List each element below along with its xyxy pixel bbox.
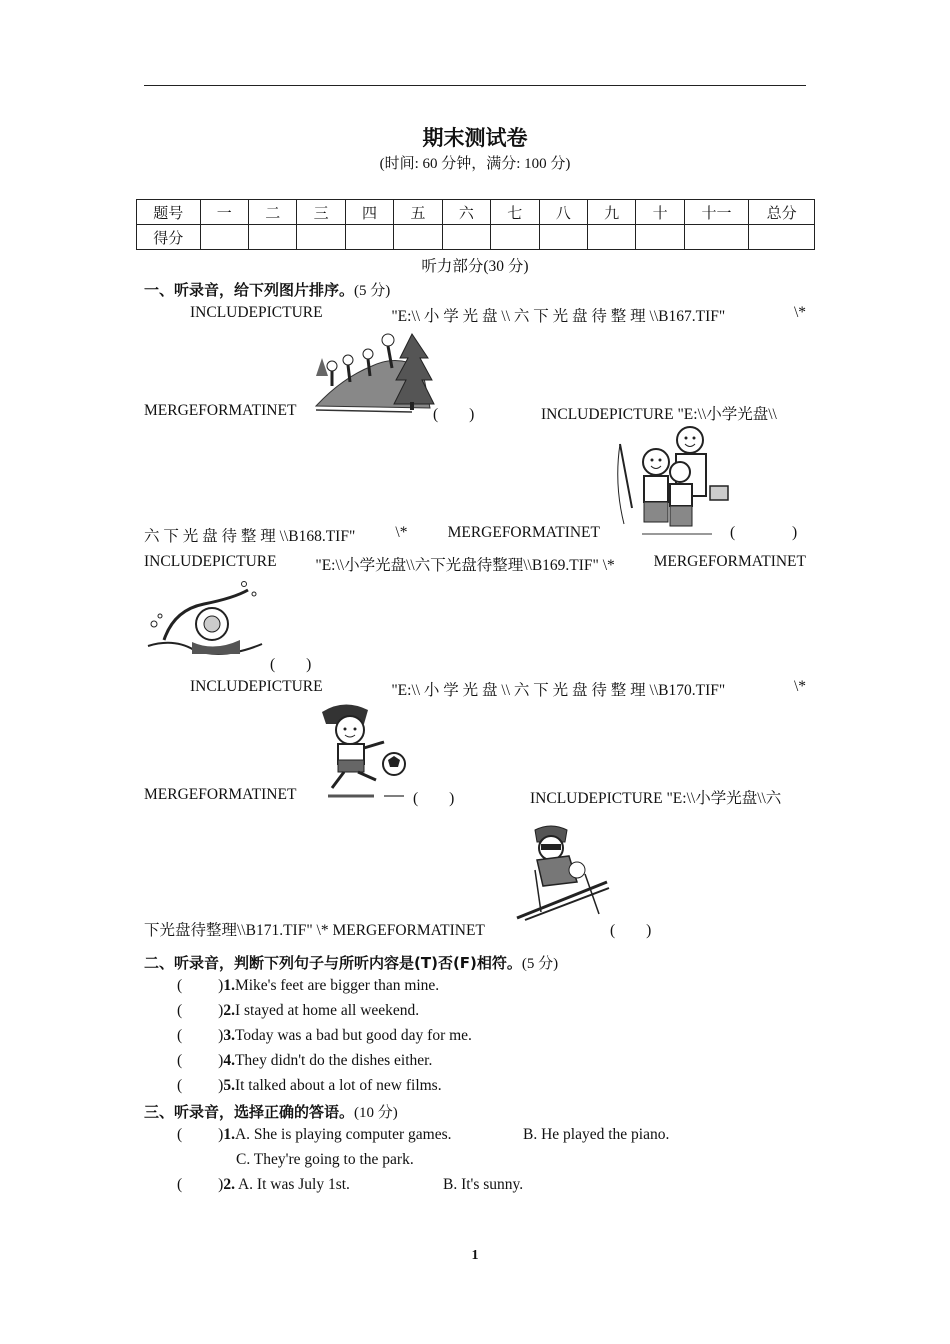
header-cell: 三 (297, 200, 345, 225)
answer-paren[interactable]: ( (177, 1027, 183, 1044)
listening-heading: 听力部分(30 分) (421, 258, 529, 275)
answer-paren[interactable]: ( (177, 1002, 183, 1019)
section3-points: (10 分) (354, 1105, 398, 1121)
option-b: B. It's sunny. (443, 1176, 524, 1193)
score-table-header-row (137, 200, 815, 225)
b167-merge-text: MERGEFORMATINET (144, 402, 297, 419)
tf-item: ( )3.Today was a bad but good day for me. (177, 1027, 472, 1044)
answer-paren[interactable]: ( (177, 1176, 183, 1193)
header-cell: 十 (636, 200, 684, 225)
answer-blank-close: ) (792, 524, 798, 541)
header-cell: 六 (442, 200, 490, 225)
mc-question-2: ( )2. A. It was July 1st. (177, 1176, 350, 1193)
option-a: A. She is playing computer games. (234, 1126, 452, 1143)
option-b: B. He played the piano. (523, 1126, 670, 1143)
header-cell: 一 (200, 200, 248, 225)
field-code: INCLUDEPICTURE (190, 304, 323, 321)
score-table-score-row (137, 225, 815, 250)
field-switch: \* (793, 304, 806, 321)
score-cell[interactable] (539, 225, 587, 250)
section1-title: 一、听录音，给下列图片排序。 (144, 281, 355, 299)
score-cell[interactable] (636, 225, 684, 250)
answer-blank[interactable]: ( ) (610, 922, 652, 939)
field-path: "E:\\ 小 学 光 盘 \\ 六 下 光 盘 待 整 理 \\B167.TIF" (391, 308, 726, 325)
score-cell[interactable] (442, 225, 490, 250)
header-rule (144, 85, 806, 86)
score-row-label: 得分 (137, 225, 201, 250)
fishing-family-picture (612, 424, 730, 538)
b171-field-line: 下光盘待整理\\B171.TIF" \* MERGEFORMATINET (144, 922, 485, 939)
b168-field-line (144, 524, 600, 546)
header-cell: 五 (394, 200, 442, 225)
b168-field-start: INCLUDEPICTURE "E:\\小学光盘\\ (541, 406, 777, 423)
answer-paren[interactable]: ( (177, 977, 183, 994)
section3-heading (144, 1101, 398, 1122)
header-cell: 七 (491, 200, 539, 225)
section3-title: 三、听录音，选择正确的答语。 (144, 1103, 355, 1121)
answer-paren[interactable]: ( (177, 1077, 183, 1094)
b170-field-line (190, 678, 806, 700)
header-cell: 二 (248, 200, 296, 225)
swimming-boy-picture (144, 580, 266, 662)
score-cell[interactable] (394, 225, 442, 250)
section1-points: (5 分) (354, 283, 391, 299)
score-cell[interactable] (297, 225, 345, 250)
section1-heading (144, 279, 390, 300)
score-cell[interactable] (200, 225, 248, 250)
header-cell: 题号 (137, 200, 201, 225)
score-cell[interactable] (491, 225, 539, 250)
field-merge: MERGEFORMATINET (447, 524, 600, 541)
answer-blank-open[interactable]: ( (730, 524, 736, 541)
answer-blank[interactable]: ( ) (270, 656, 312, 673)
b171-field-start: INCLUDEPICTURE "E:\\小学光盘\\六 (530, 790, 782, 807)
section2-heading (144, 952, 558, 973)
tf-item: ( )5.It talked about a lot of new films. (177, 1077, 442, 1094)
score-cell[interactable] (587, 225, 635, 250)
option-a: A. It was July 1st. (234, 1176, 350, 1193)
option-c: C. They're going to the park. (236, 1151, 414, 1168)
field-code: INCLUDEPICTURE (190, 678, 323, 695)
section2-title: 二、听录音，判断下列句子与所听内容是(T)否(F)相符。 (144, 954, 522, 972)
field-path: 六 下 光 盘 待 整 理 \\B168.TIF" (144, 528, 356, 545)
field-path: "E:\\小学光盘\\六下光盘待整理\\B169.TIF" \* (315, 557, 615, 574)
tf-item: ( )2.I stayed at home all weekend. (177, 1002, 420, 1019)
answer-blank[interactable]: ( ) (433, 406, 475, 423)
answer-paren[interactable]: ( (177, 1126, 183, 1143)
score-cell[interactable] (345, 225, 393, 250)
header-cell: 八 (539, 200, 587, 225)
skiing-boy-picture (515, 822, 615, 922)
score-cell[interactable] (684, 225, 749, 250)
field-merge: MERGEFORMATINET (653, 553, 806, 570)
football-boy-picture (314, 700, 412, 800)
header-cell: 总分 (749, 200, 815, 225)
b169-field-line (144, 553, 806, 575)
header-cell: 四 (345, 200, 393, 225)
exam-subtitle: (时间: 60 分钟，满分: 100 分) (379, 156, 571, 172)
mc-question-1: ( )1.A. She is playing computer games. (177, 1126, 452, 1143)
header-cell: 十一 (684, 200, 749, 225)
tf-item: ( )1.Mike's feet are bigger than mine. (177, 977, 440, 994)
b167-field-line (190, 304, 806, 326)
score-table (136, 199, 815, 250)
score-cell[interactable] (749, 225, 815, 250)
b170-merge-text: MERGEFORMATINET (144, 786, 297, 803)
section2-points: (5 分) (521, 956, 559, 972)
tf-item: ( )4.They didn't do the dishes either. (177, 1052, 433, 1069)
answer-paren[interactable]: ( (177, 1052, 183, 1069)
hiking-family-picture (312, 328, 438, 414)
exam-title: 期末测试卷 (422, 126, 528, 150)
field-path: "E:\\ 小 学 光 盘 \\ 六 下 光 盘 待 整 理 \\B170.TIF" (391, 682, 726, 699)
header-cell: 九 (587, 200, 635, 225)
field-code: INCLUDEPICTURE (144, 553, 277, 570)
answer-blank[interactable]: ( ) (413, 790, 455, 807)
score-cell[interactable] (248, 225, 296, 250)
field-switch: \* (395, 524, 408, 541)
field-switch: \* (793, 678, 806, 695)
page-number: 1 (471, 1248, 479, 1263)
